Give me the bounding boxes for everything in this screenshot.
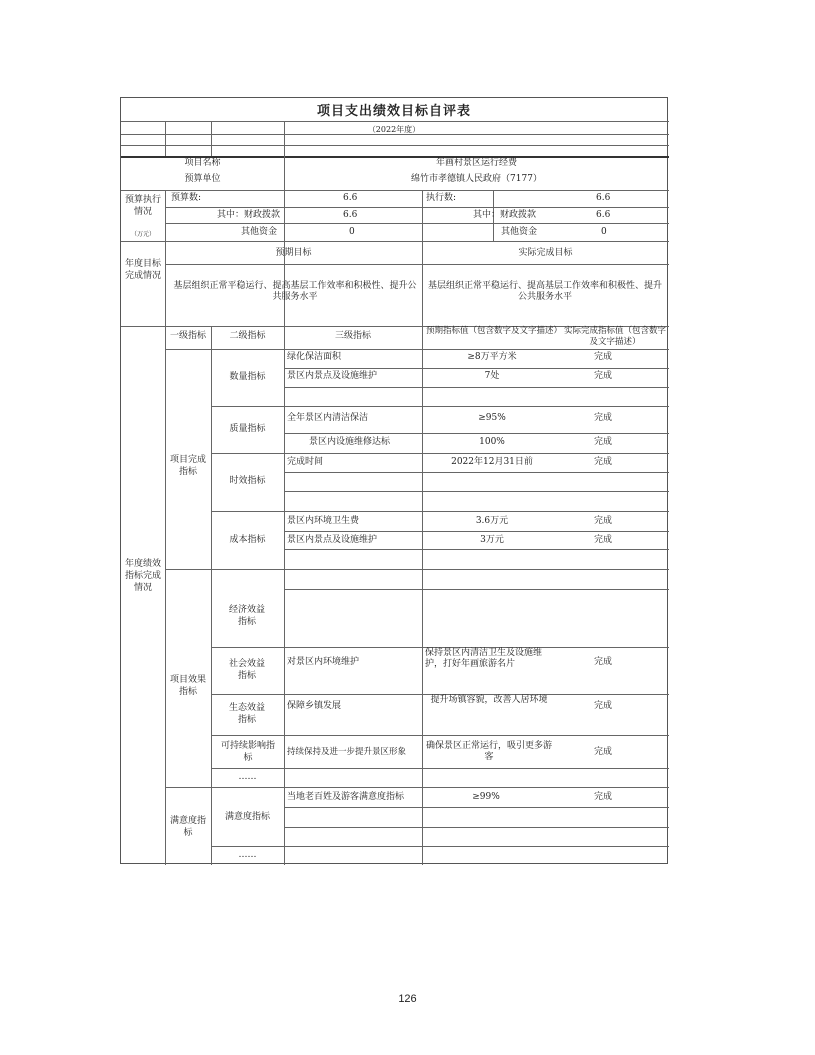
col-actual: 实际完成指标值（包含数字及文字描述） <box>563 326 666 347</box>
row-name: 保障乡镇发展 <box>287 701 342 711</box>
grid-line <box>422 326 423 865</box>
actual-goal-label: 实际完成目标 <box>518 248 573 258</box>
row-actual: 完成 <box>594 792 613 802</box>
page-title: 项目支出绩效目标自评表 <box>316 104 471 119</box>
sub-quality: 质量指标 <box>229 424 266 434</box>
grid-line <box>211 735 669 736</box>
row-expected: 100% <box>479 437 505 447</box>
grid-line <box>284 433 669 434</box>
grid-line <box>284 827 669 828</box>
grid-line <box>121 145 669 146</box>
col-level1: 一级指标 <box>169 331 206 341</box>
col-level3: 三级指标 <box>334 331 371 341</box>
row-expected: ≥8万平方米 <box>467 352 517 362</box>
grid-line <box>121 134 669 135</box>
sub-quantity: 数量指标 <box>229 372 266 382</box>
grid-line <box>284 121 285 156</box>
ellipsis-effect: …… <box>238 772 257 782</box>
row-actual: 完成 <box>594 457 613 467</box>
grid-line <box>211 768 669 769</box>
fiscal-allocation-exec: 6.6 <box>596 210 611 220</box>
sub-social: 社会效益指标 <box>228 659 265 681</box>
grid-line <box>211 846 669 847</box>
row-name: 全年景区内清洁保洁 <box>287 413 369 423</box>
grid-line <box>165 787 669 788</box>
grid-line <box>284 549 669 550</box>
row-expected: 3.6万元 <box>475 516 509 526</box>
grid-line <box>165 121 166 156</box>
row-name: 对景区内环境维护 <box>287 657 360 667</box>
sub-economic: 经济效益指标 <box>228 605 265 627</box>
other-funds-exec: 0 <box>601 227 607 237</box>
row-name: 景区内景点及设施维护 <box>287 371 378 381</box>
row-actual: 完成 <box>594 413 613 423</box>
indicator-section-label: 年度绩效指标完成情况 <box>125 559 162 593</box>
report-year: （2022年度） <box>367 125 421 134</box>
row-name: 完成时间 <box>287 457 324 467</box>
page-number: 126 <box>398 993 417 1005</box>
row-name: 绿化保洁面积 <box>287 352 342 362</box>
grid-line <box>121 121 669 122</box>
grid-line <box>284 531 669 532</box>
grid-line <box>165 223 669 224</box>
row-expected: 保持景区内清洁卫生及设施维护，打好年画旅游名片 <box>425 648 543 669</box>
expected-goal-label: 预期目标 <box>275 248 312 258</box>
budget-unit-label: 预算单位 <box>184 174 221 184</box>
sub-cost: 成本指标 <box>229 535 266 545</box>
sub-sustainable: 可持续影响指标 <box>220 741 275 763</box>
budget-unit-note: （万元） <box>130 231 155 238</box>
row-name: 持续保持及进一步提升景区形象 <box>287 747 407 757</box>
sub-satisfaction: 满意度指标 <box>224 812 270 822</box>
budget-amount-label: 预算数: <box>171 193 202 203</box>
grid-line <box>211 406 669 407</box>
fiscal-allocation-exec-label: 其中：财政拨款 <box>473 210 537 220</box>
row-expected: 确保景区正常运行，吸引更多游客 <box>425 741 552 762</box>
grid-line <box>211 121 212 156</box>
row-name: 景区内设施维修达标 <box>309 437 391 447</box>
row-expected: 2022年12月31日前 <box>451 457 533 467</box>
grid-line <box>284 368 669 369</box>
grid-line <box>284 807 669 808</box>
grid-line <box>165 569 669 570</box>
grid-line <box>284 472 669 473</box>
row-actual: 完成 <box>594 535 613 545</box>
grid-line <box>165 264 669 265</box>
sub-ecological: 生态效益指标 <box>228 703 265 725</box>
budget-amount: 6.6 <box>343 193 358 203</box>
row-name: 当地老百姓及游客满意度指标 <box>287 792 405 802</box>
row-actual: 完成 <box>594 437 613 447</box>
grid-line <box>284 589 669 590</box>
row-name: 景区内景点及设施维护 <box>287 535 378 545</box>
other-funds-budget: 0 <box>349 227 355 237</box>
budget-unit: 绵竹市孝德镇人民政府（7177） <box>411 174 542 184</box>
execution-amount-label: 执行数: <box>426 193 457 203</box>
row-expected: ≥95% <box>478 413 506 423</box>
group-effect: 项目效果指标 <box>169 675 206 697</box>
other-funds-exec-label: 其他资金 <box>501 227 538 237</box>
row-actual: 完成 <box>594 747 613 757</box>
budget-section-label: 预算执行情况 <box>125 195 162 217</box>
grid-line <box>165 207 669 208</box>
row-actual: 完成 <box>594 701 613 711</box>
col-level2: 二级指标 <box>229 331 266 341</box>
row-name: 景区内环境卫生费 <box>287 516 360 526</box>
fiscal-allocation-budget: 6.6 <box>343 210 358 220</box>
grid-line <box>211 453 669 454</box>
execution-amount: 6.6 <box>596 193 611 203</box>
row-expected: 7处 <box>484 371 500 381</box>
group-completion: 项目完成指标 <box>169 455 206 477</box>
row-actual: 完成 <box>594 352 613 362</box>
grid-line <box>211 326 212 865</box>
self-evaluation-table <box>120 97 668 864</box>
ellipsis-satisfaction: …… <box>238 850 257 860</box>
project-name-label: 项目名称 <box>184 158 221 168</box>
row-actual: 完成 <box>594 371 613 381</box>
grid-line <box>165 349 669 350</box>
grid-line <box>121 241 669 242</box>
row-expected: 3万元 <box>480 535 504 545</box>
project-name: 年画村景区运行经费 <box>435 158 517 168</box>
row-actual: 完成 <box>594 657 613 667</box>
fiscal-allocation-label: 其中：财政拨款 <box>217 210 281 220</box>
grid-line <box>165 190 166 865</box>
actual-goal-text: 基层组织正常平稳运行、提高基层工作效率和积极性、提升公共服务水平 <box>427 281 662 302</box>
grid-line <box>284 491 669 492</box>
col-expected: 预期指标值（包含数字及文字描述） <box>425 326 562 336</box>
grid-line <box>211 511 669 512</box>
grid-line <box>284 387 669 388</box>
row-actual: 完成 <box>594 516 613 526</box>
grid-line <box>121 190 669 191</box>
row-expected: ≥99% <box>472 792 500 802</box>
expected-goal-text: 基层组织正常平稳运行、提高基层工作效率和积极性、提升公共服务水平 <box>173 281 417 302</box>
other-funds-label: 其他资金 <box>241 227 278 237</box>
group-satisfaction: 满意度指标 <box>169 816 206 838</box>
goal-section-label: 年度目标完成情况 <box>125 259 162 281</box>
row-expected: 提升场镇容貌，改善人居环境 <box>430 695 548 705</box>
sub-time: 时效指标 <box>229 476 266 486</box>
